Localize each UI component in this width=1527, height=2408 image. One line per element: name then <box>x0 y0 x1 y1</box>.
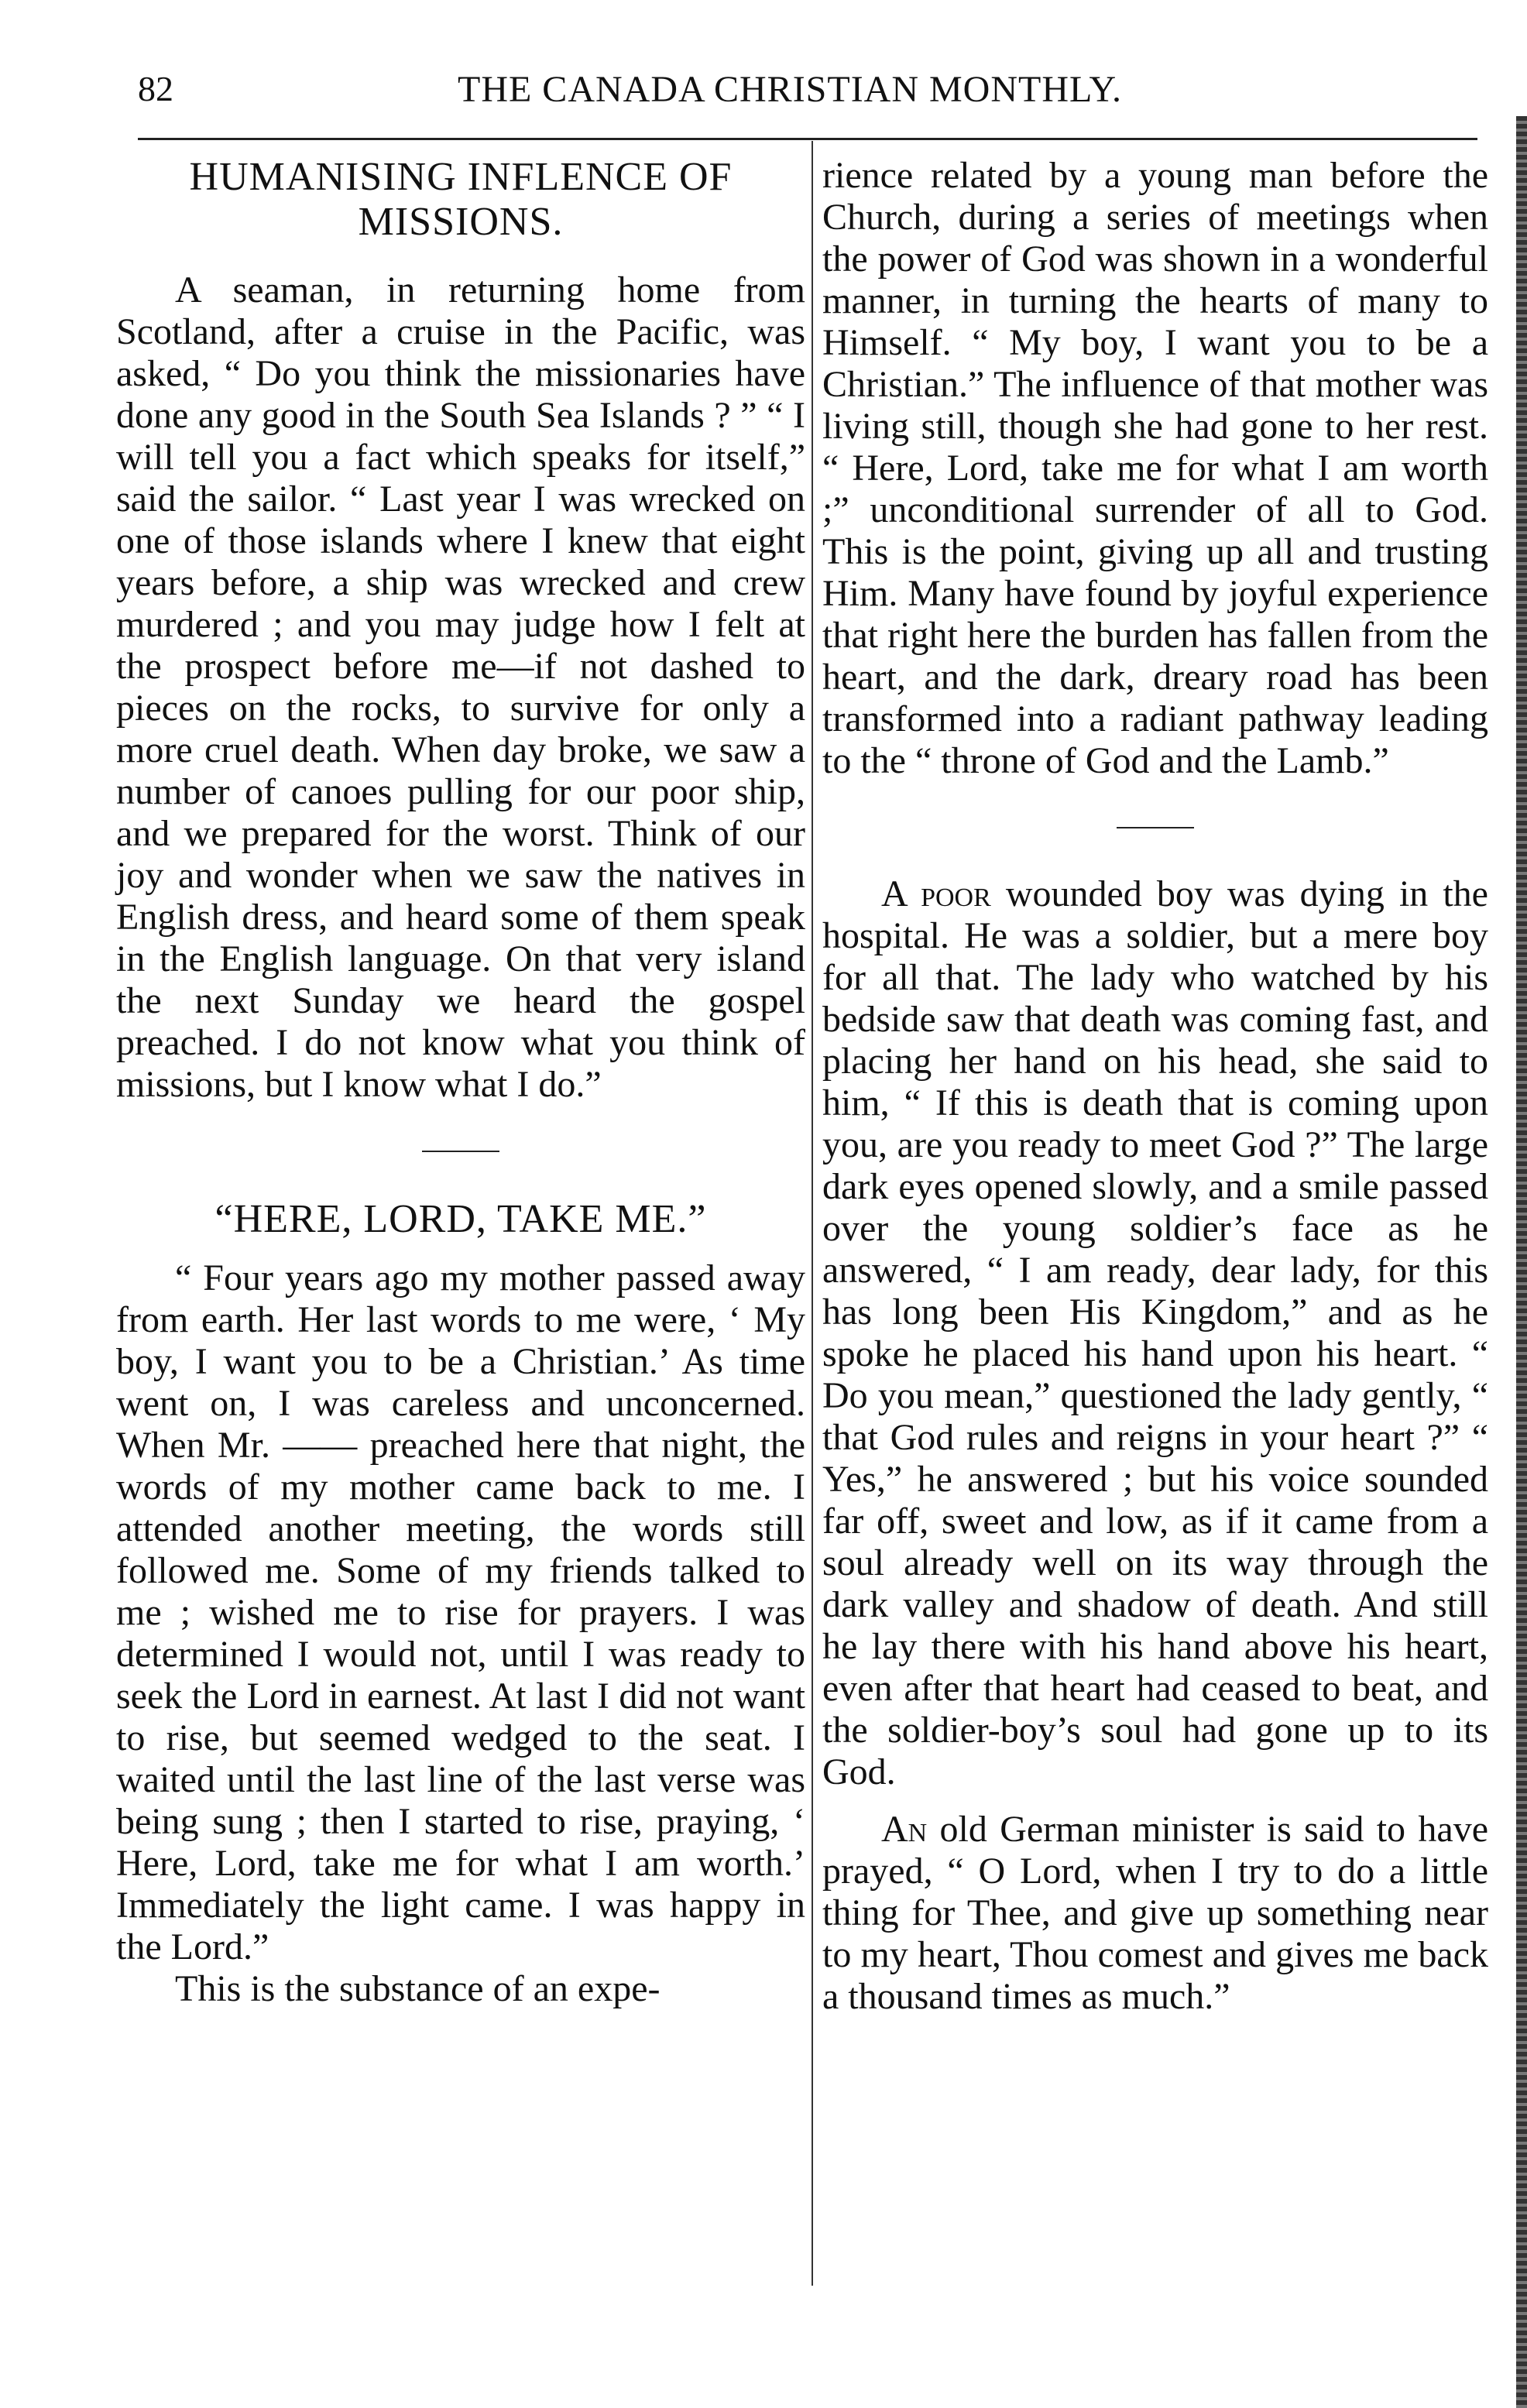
article-continuation: rience related by a young man before the Church, during a series of meetings when the power of God was shown in a wonderful manner, in turning the hearts of many to Himself. “ My boy, I want you to be a Christian.” The influence of that mother was living still, though she had gone to her rest. “ Here, Lord, take me for what I am worth ;” unconditional surrender of all to God. This is the point, giving up all and trusting Him. Many have found by joyful experience that right here the burden has fallen from the heart, and the dark, dreary road has been transformed into a radiant pathway leading to the “ throne of God and the Lamb.” <box>822 155 1488 781</box>
section-divider <box>422 1151 499 1152</box>
article-german-minister <box>822 1809 1488 2018</box>
article-body-german-minister: old German minister is said to have prayed, “ O Lord, when I try to do a little thing for Thee, and give up something near to my heart, Thou comest and gives me back a thousand times as much.” <box>822 1809 1488 2017</box>
article-lead-words: A poor <box>881 873 991 914</box>
article-body-here-lord: “ Four years ago my mother passed away from earth. Her last words to me were, ‘ My boy, I want you to be a Christian.’ As time went on, I was careless and unconcerned. When Mr. —— preached here that night, the words of my mother came back to me. I attended another meeting, the words still followed me. Some of my friends talked to me ; wished me to rise for prayers. I was determined I would not, until I was ready to seek the Lord in earnest. At last I did not want to rise, but seemed wedged to the seat. I waited until the last line of the last verse was being sung ; then I started to rise, praying, ‘ Here, Lord, take me for what I am worth.’ Immediately the light came. I was happy in the Lord.” <box>116 1257 805 1967</box>
right-column <box>822 155 1488 2018</box>
article-title-here-lord: “HERE, LORD, TAKE ME.” <box>214 1197 707 1241</box>
article-wounded-boy <box>822 873 1488 1793</box>
article-lead-words: An <box>881 1809 928 1850</box>
article-body-missions: A seaman, in returning home from Scotland, after a cruise in the Pacific, was asked, “ Do you think the missionaries have done any good in the South Sea Islands ? ” “ I will tell you a fact which speaks for itself,” said the sailor. “ Last year I was wrecked on one of those islands where I knew that eight years before, a ship was wrecked and crew murdered ; and you may judge how I felt at the prospect before me—if not dashed to pieces on the rocks, to survive for only a more cruel death. When day broke, we saw a number of canoes pulling for our poor ship, and we prepared for the worst. Think of our joy and wonder when we saw the natives in English dress, and heard some of them speak in the English language. On that very island the next Sunday we heard the gospel preached. I do not know what you think of missions, but I know what I do.” <box>116 269 805 1105</box>
article-title-missions: HUMANISING INFLENCE OF MISSIONS. <box>189 155 733 244</box>
header-rule <box>138 138 1477 140</box>
left-column <box>116 155 805 2010</box>
column-divider <box>812 141 813 2286</box>
section-divider <box>1117 827 1194 828</box>
running-title: THE CANADA CHRISTIAN MONTHLY. <box>458 69 1122 110</box>
article-continuation-line: This is the substance of an expe- <box>175 1968 661 2009</box>
page-number: 82 <box>138 69 173 108</box>
page-edge-binding <box>1516 116 1527 2408</box>
article-body-wounded-boy: wounded boy was dying in the hospital. He was a soldier, but a mere boy for all that. The lady who watched by his bedside saw that death was coming fast, and placing her hand on his head, she said to him, “ If this is death that is coming upon you, are you ready to meet God ?” The large dark eyes opened slowly, and a smile passed over the young soldier’s face as he answered, “ I am ready, dear lady, for this has long been His Kingdom,” and as he spoke he placed his hand upon his heart. “ Do you mean,” questioned the lady gently, “ that God rules and reigns in your heart ?” “ Yes,” he answered ; but his voice sounded far off, sweet and low, as if it came from a soul already well on its way through the dark valley and shadow of death. And still he lay there with his hand above his heart, even after that heart had ceased to beat, and the soldier-boy’s soul had gone up to its God. <box>822 873 1488 1792</box>
